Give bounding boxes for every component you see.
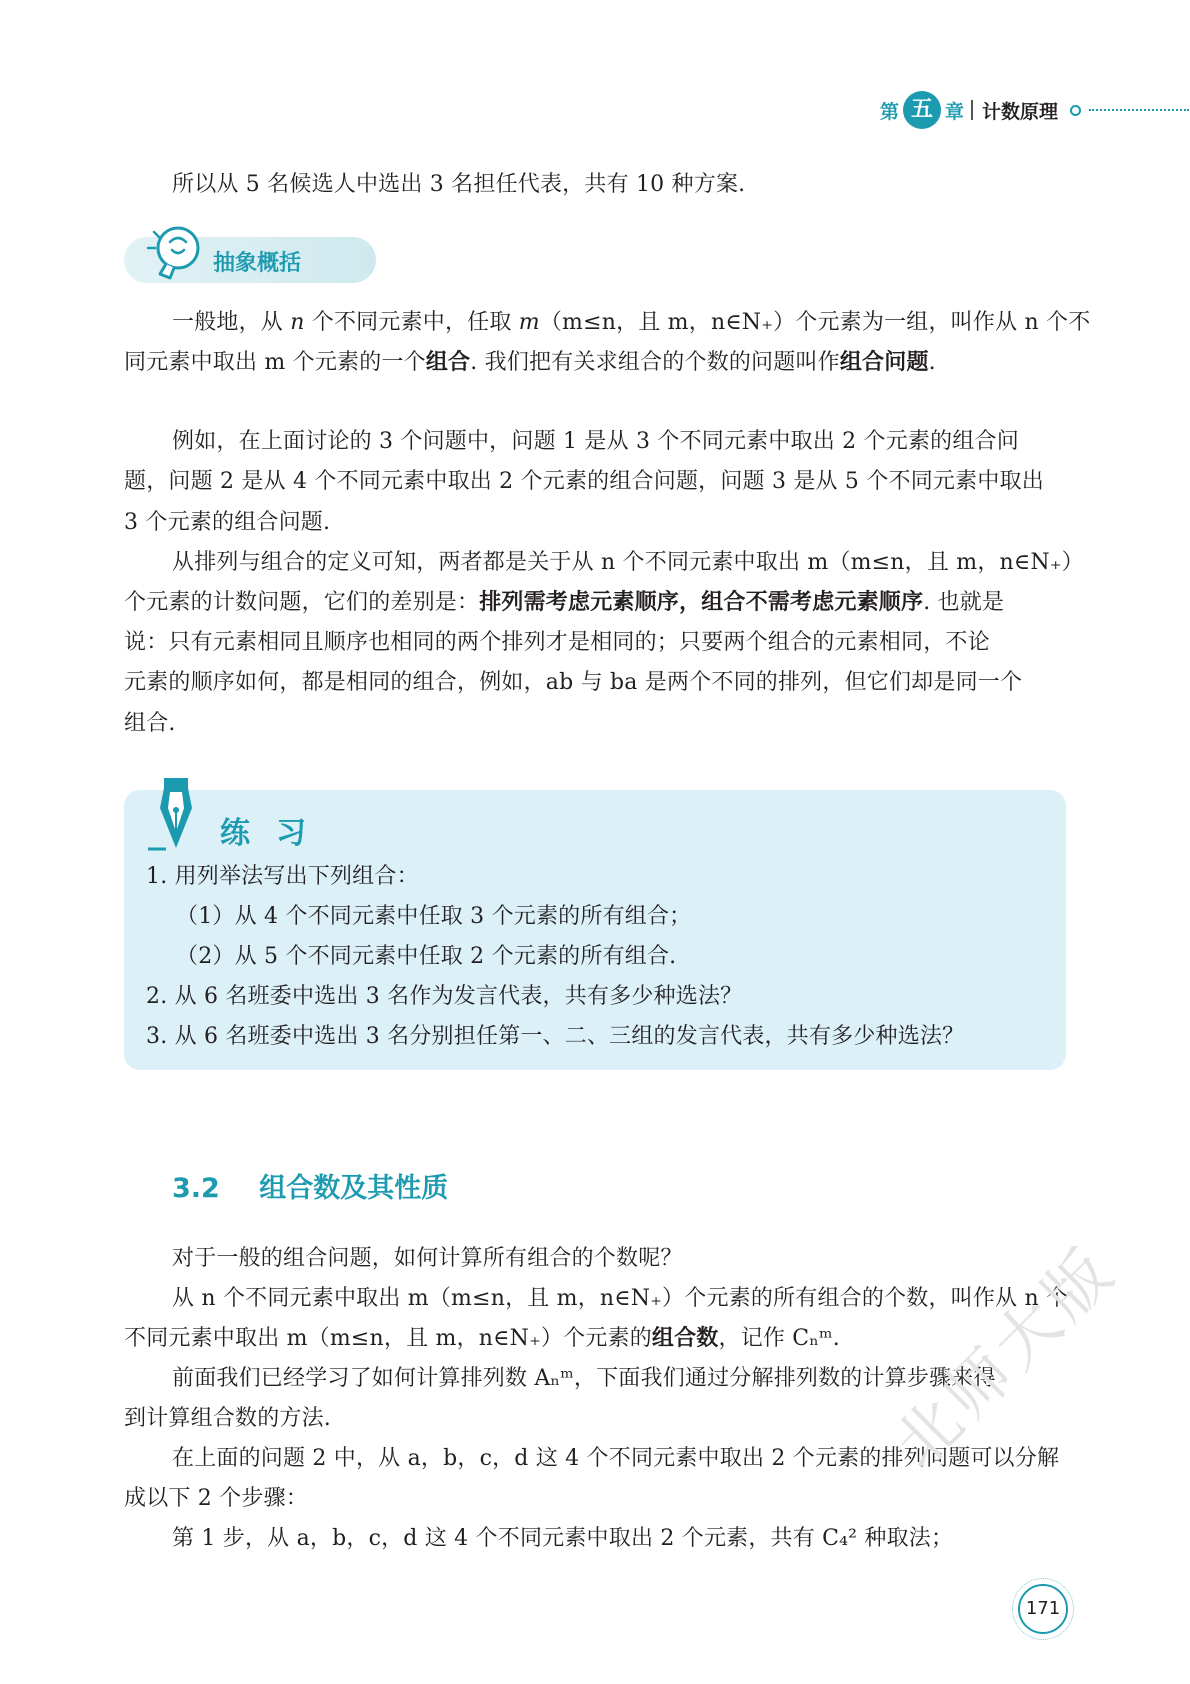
section-line-7: 成以下 2 个步骤： (124, 1486, 308, 1511)
example-line-2: 题，问题 2 是从 4 个不同元素中取出 2 个元素的组合问题，问题 3 是从 5 个不同元素中取出 (124, 469, 1044, 494)
header-ring-icon (1070, 105, 1081, 116)
abstract-label: 抽象概括 (213, 251, 302, 276)
exercise-title: 练习 (220, 816, 332, 851)
difference-line-4: 元素的顺序如何，都是相同的组合，例如，ab 与 ba 是两个不同的排列，但它们却是同一个 (124, 670, 1023, 695)
exercise-q2: 2. 从 6 名班委中选出 3 名作为发言代表，共有多少种选法？ (146, 984, 743, 1009)
chapter-number-badge: 五 (903, 91, 941, 129)
page-number: 171 (1018, 1584, 1068, 1634)
example-line-1: 例如，在上面讨论的 3 个问题中，问题 1 是从 3 个不同元素中取出 2 个元素的组合问 (172, 429, 1019, 454)
section-heading (172, 1166, 448, 1205)
difference-line-2: 个元素的计数问题，它们的差别是：排列需考虑元素顺序，组合不需考虑元素顺序. 也就是 (124, 590, 1005, 615)
definition-line-2: 同元素中取出 m 个元素的一个组合. 我们把有关求组合的个数的问题叫作组合问题. (124, 350, 936, 375)
section-line-4: 前面我们已经学习了如何计算排列数 Aₙᵐ，下面我们通过分解排列数的计算步骤来得 (172, 1366, 996, 1391)
chapter-suffix: 章 (945, 100, 965, 123)
definition-line-1: 一般地，从 n 个不同元素中，任取 m（m≤n，且 m，n∈N₊）个元素为一组，叫作从 n 个不 (172, 310, 1091, 335)
header-divider (971, 100, 973, 120)
chapter-title: 计数原理 (982, 100, 1059, 123)
exercise-q1-1: （1）从 4 个不同元素中任取 3 个元素的所有组合； (176, 904, 692, 929)
section-line-5: 到计算组合数的方法. (124, 1406, 331, 1431)
section-line-3: 不同元素中取出 m（m≤n，且 m，n∈N₊）个元素的组合数，记作 Cₙᵐ. (124, 1326, 840, 1351)
difference-line-5: 组合. (124, 711, 176, 736)
example-line-3: 3 个元素的组合问题. (124, 510, 331, 535)
section-line-6: 在上面的问题 2 中，从 a，b，c，d 这 4 个不同元素中取出 2 个元素的排列问题可以分解 (172, 1446, 1060, 1471)
section-line-1: 对于一般的组合问题，如何计算所有组合的个数呢？ (172, 1246, 683, 1271)
section-line-2: 从 n 个不同元素中取出 m（m≤n，且 m，n∈N₊）个元素的所有组合的个数，叫作从 n 个 (172, 1286, 1069, 1311)
exercise-q1-2: （2）从 5 个不同元素中任取 2 个元素的所有组合. (176, 944, 677, 969)
chapter-prefix: 第 (880, 100, 900, 123)
publisher-watermark: 北师大版 (880, 1232, 1131, 1483)
exercise-q1: 1. 用列举法写出下列组合： (146, 864, 419, 889)
lightbulb-icon (140, 222, 208, 288)
chapter-header (880, 90, 1189, 130)
section-number: 3.2 (172, 1173, 220, 1204)
pen-nib-icon (146, 774, 206, 858)
intro-sentence: 所以从 5 名候选人中选出 3 名担任代表，共有 10 种方案. (172, 172, 746, 197)
section-line-8: 第 1 步，从 a，b，c，d 这 4 个不同元素中取出 2 个元素，共有 C₄² 种取法； (172, 1526, 954, 1551)
section-title: 组合数及其性质 (259, 1173, 449, 1204)
difference-line-3: 说：只有元素相同且顺序也相同的两个排列才是相同的；只要两个组合的元素相同，不论 (124, 630, 990, 655)
header-dotted-line (1089, 109, 1189, 111)
difference-line-1: 从排列与组合的定义可知，两者都是关于从 n 个不同元素中取出 m（m≤n，且 m，n∈N₊） (172, 550, 1084, 575)
exercise-q3: 3. 从 6 名班委中选出 3 名分别担任第一、二、三组的发言代表，共有多少种选法？ (146, 1024, 965, 1049)
